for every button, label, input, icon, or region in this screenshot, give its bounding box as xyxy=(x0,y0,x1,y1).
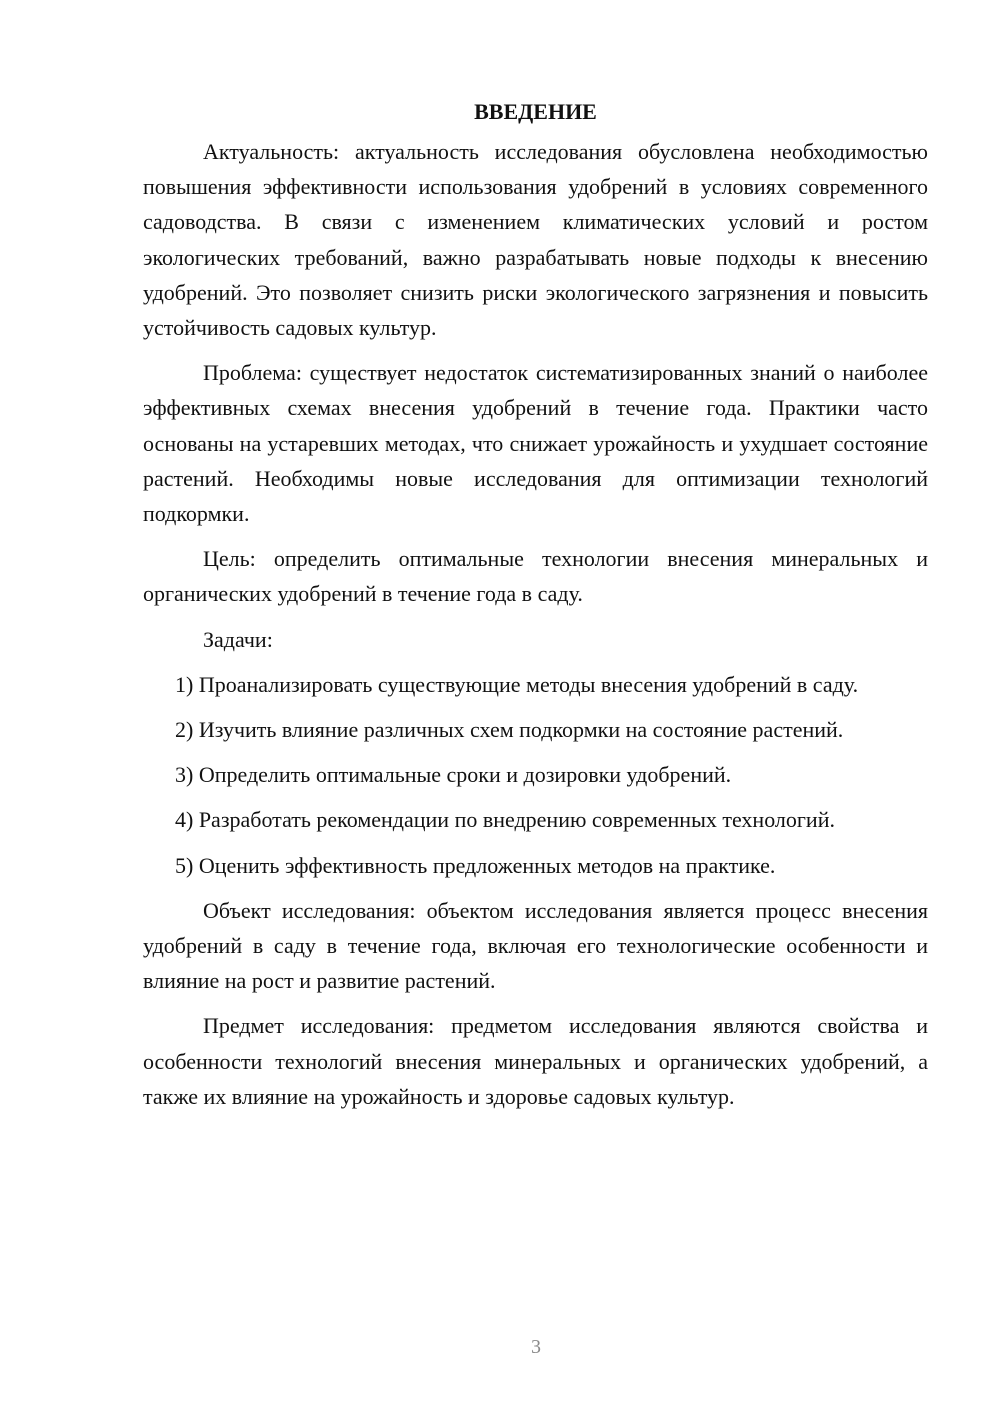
paragraph-object: Объект исследования: объектом исследования является процесс внесения удобрений в саду в течение года, включая его технологические особенности и влияние на рост и развитие растений. xyxy=(143,897,928,994)
document-body xyxy=(143,94,928,1124)
task-item-2: 2) Изучить влияние различных схем подкормки на состояние растений. xyxy=(175,717,844,743)
page-number: 3 xyxy=(531,1336,541,1358)
task-item-4: 4) Разработать рекомендации по внедрению современных технологий. xyxy=(175,807,835,833)
paragraph-relevance: Актуальность: актуальность исследования обусловлена необходимостью повышения эффективности использования удобрений в условиях современного садоводства. В связи с изменением климатических условий и ростом экологических требований, важно разрабатывать новые подходы к внесению удобрений. Это позволяет снизить риски экологического загрязнения и повысить устойчивость садовых культур. xyxy=(143,139,928,341)
paragraph-goal: Цель: определить оптимальные технологии внесения минеральных и органических удобрений в течение года в саду. xyxy=(143,546,928,607)
tasks-heading: Задачи: xyxy=(203,626,273,652)
task-item-1: 1) Проанализировать существующие методы внесения удобрений в саду. xyxy=(175,671,859,697)
section-title: ВВЕДЕНИЕ xyxy=(474,99,597,124)
task-item-5: 5) Оценить эффективность предложенных методов на практике. xyxy=(175,852,776,878)
paragraph-problem: Проблема: существует недостаток систематизированных знаний о наиболее эффективных схемах внесения удобрений в течение года. Практики часто основаны на устаревших методах, что снижает урожайность и ухудшает состояние растений. Необходимы новые исследования для оптимизации технологий подкормки. xyxy=(143,360,928,527)
paragraph-subject: Предмет исследования: предметом исследования являются свойства и особенности технологий внесения минеральных и органических удобрений, а также их влияние на урожайность и здоровье садовых культур. xyxy=(143,1013,928,1109)
task-item-3: 3) Определить оптимальные сроки и дозировки удобрений. xyxy=(175,762,732,788)
